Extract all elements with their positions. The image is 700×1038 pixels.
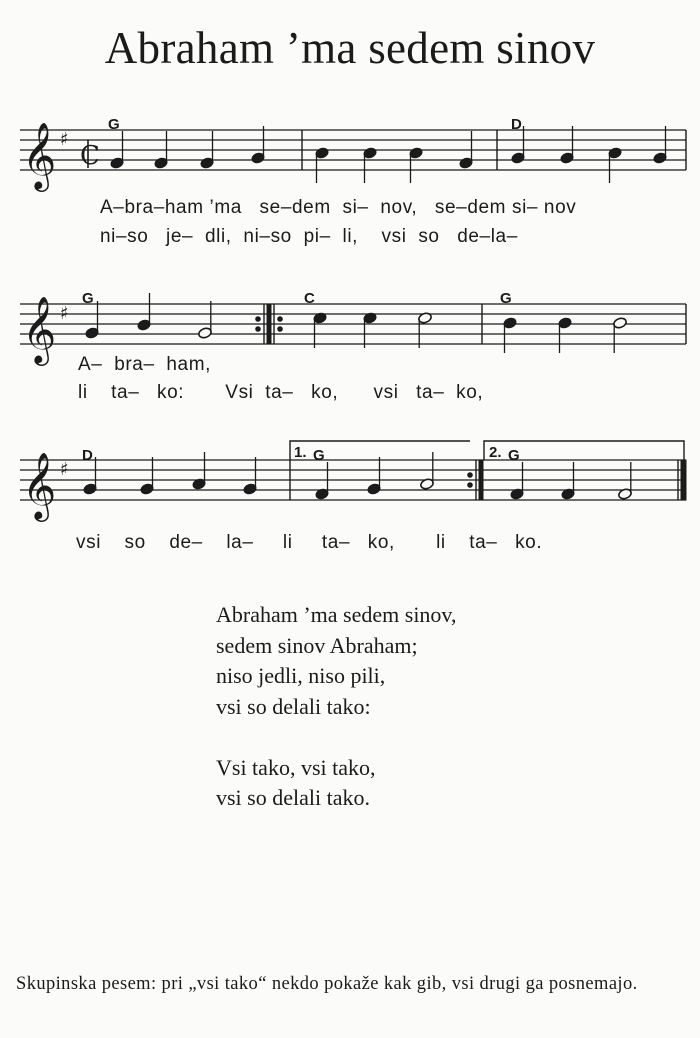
song-title: Abraham ’ma sedem sinov [104,23,596,73]
volta-brackets [290,441,684,460]
notes-measure-7 [83,452,257,495]
verse-line: Abraham ’ma sedem sinov, [216,602,457,627]
lyrics-line: ni–so je– dli, ni–so pi– li, vsi so de–la– [100,226,518,247]
lyrics-line: vsi so de– la– li ta– ko, li ta– ko. [76,532,543,553]
chord-label: C [304,290,315,307]
lyrics-line: A– bra– ham, [78,354,212,375]
chord-label: G [108,116,120,133]
chord-label: G [82,290,94,307]
chord-label: G [500,290,512,307]
svg-text:𝄞: 𝄞 [22,295,57,363]
treble-clef-icon [22,451,56,522]
verse-line: vsi so delali tako. [216,785,370,810]
svg-text:♯: ♯ [60,459,69,480]
svg-text:𝄞: 𝄞 [22,451,57,519]
chord-label: G [313,447,325,464]
verse-gap [216,722,457,753]
verse-line: Vsi tako, vsi tako, [216,754,376,780]
verse-line: niso jedli, niso pili, [216,663,386,688]
lyrics-line: li ta– ko: Vsi ta– ko, vsi ta– ko, [78,382,484,403]
svg-text:♯: ♯ [60,129,69,150]
notes-second-ending [510,462,633,500]
first-ending-label: 1. [294,444,307,461]
chord-label: G [508,447,520,464]
svg-text:C: C [80,141,100,171]
chord-label: D [82,447,93,464]
notes-first-ending [315,452,435,500]
key-signature-sharp-icon [60,459,69,480]
svg-text:𝄞: 𝄞 [22,121,57,189]
svg-text:♯: ♯ [60,303,69,324]
performance-instruction: Skupinska pesem: pri „vsi tako“ nekdo pokaže kak gib, vsi drugi ga posnemajo. [16,974,638,994]
verse-line: sedem sinov Abraham; [216,632,418,658]
verse-text [216,600,457,814]
verse-line: vsi so delali tako: [216,693,371,719]
second-ending-label: 2. [489,444,502,461]
lyrics-line: A–bra–ham ’ma se–dem si– nov, se–dem si– nov [100,197,577,218]
chord-label: D [511,116,522,133]
